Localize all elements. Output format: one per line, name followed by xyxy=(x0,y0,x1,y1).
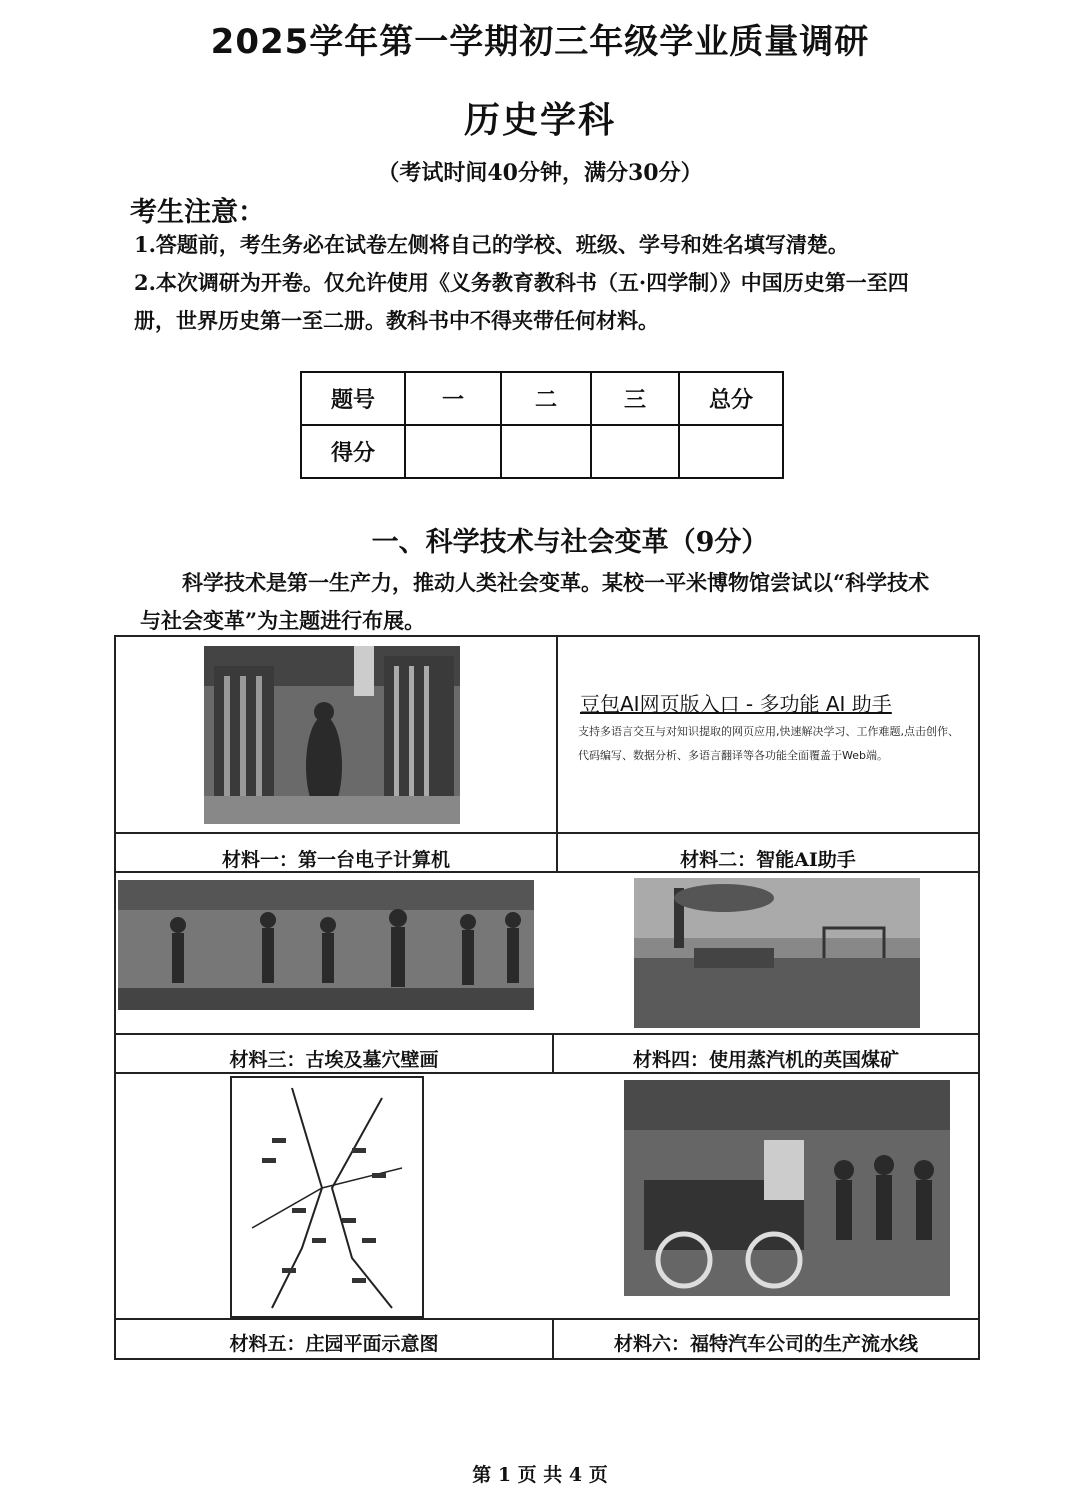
notice-heading: 考生注意： xyxy=(130,197,265,228)
score-row-label: 得分 xyxy=(301,425,405,478)
section-1-intro-line-2: 与社会变革”为主题进行布展。 xyxy=(140,608,426,633)
material-2-caption: 材料二：智能AI助手 xyxy=(680,849,856,871)
manor-map xyxy=(230,1076,424,1318)
ai-assistant-title: 豆包AI网页版入口 - 多功能 AI 助手 xyxy=(580,692,892,716)
score-cell[interactable] xyxy=(405,425,501,478)
egyptian-mural xyxy=(118,880,534,1010)
score-table-header-cell: 题号 xyxy=(301,372,405,425)
section-1-intro-line-1: 科学技术是第一生产力，推动人类社会变革。某校一平米博物馆尝试以“科学技术 xyxy=(182,570,930,595)
notice-item-2-line-2: 册，世界历史第一至二册。教科书中不得夹带任何材料。 xyxy=(134,308,659,333)
score-table xyxy=(300,371,784,479)
score-table-header-cell: 总分 xyxy=(679,372,783,425)
manor-map-image xyxy=(232,1078,422,1316)
material-6-caption: 材料六：福特汽车公司的生产流水线 xyxy=(613,1333,918,1355)
eniac-photo xyxy=(204,646,460,824)
score-table-header-cell: 二 xyxy=(501,372,591,425)
exam-info: （考试时间40分钟，满分30分） xyxy=(377,160,703,186)
score-table-header-cell: 一 xyxy=(405,372,501,425)
score-table-header-cell: 三 xyxy=(591,372,679,425)
ai-assistant-description: 支持多语言交互与对知识提取的网页应用,快速解决学习、工作难题,点击创作、代码编写、数据分析、多语言翻译等各功能全面覆盖于Web端。 xyxy=(578,725,959,762)
material-3-caption: 材料三：古埃及墓穴壁画 xyxy=(229,1049,439,1071)
score-table-header-row xyxy=(301,372,783,425)
page-number: 第 1 页 共 4 页 xyxy=(472,1464,608,1486)
egyptian-mural-image xyxy=(118,880,534,1010)
score-cell[interactable] xyxy=(501,425,591,478)
material-5-caption: 材料五：庄园平面示意图 xyxy=(229,1333,439,1355)
coal-mine-image xyxy=(634,878,920,1028)
coal-mine-painting xyxy=(634,878,920,1028)
ford-assembly-line-photo xyxy=(624,1080,950,1296)
subject-title: 历史学科 xyxy=(463,100,616,141)
material-4-caption: 材料四：使用蒸汽机的英国煤矿 xyxy=(632,1049,899,1071)
ford-assembly-line-image xyxy=(624,1080,950,1296)
material-1-caption: 材料一：第一台电子计算机 xyxy=(221,849,450,871)
score-cell[interactable] xyxy=(679,425,783,478)
exam-title: 2025学年第一学期初三年级学业质量调研 xyxy=(210,22,870,62)
score-table-score-row xyxy=(301,425,783,478)
eniac-image xyxy=(204,646,460,824)
score-cell[interactable] xyxy=(591,425,679,478)
notice-item-1: 1.答题前，考生务必在试卷左侧将自己的学校、班级、学号和姓名填写清楚。 xyxy=(134,232,849,257)
section-1-title: 一、科学技术与社会变革（9分） xyxy=(371,527,769,558)
notice-item-2-line-1: 2.本次调研为开卷。仅允许使用《义务教育教科书（五·四学制）》中国历史第一至四 xyxy=(134,270,909,295)
